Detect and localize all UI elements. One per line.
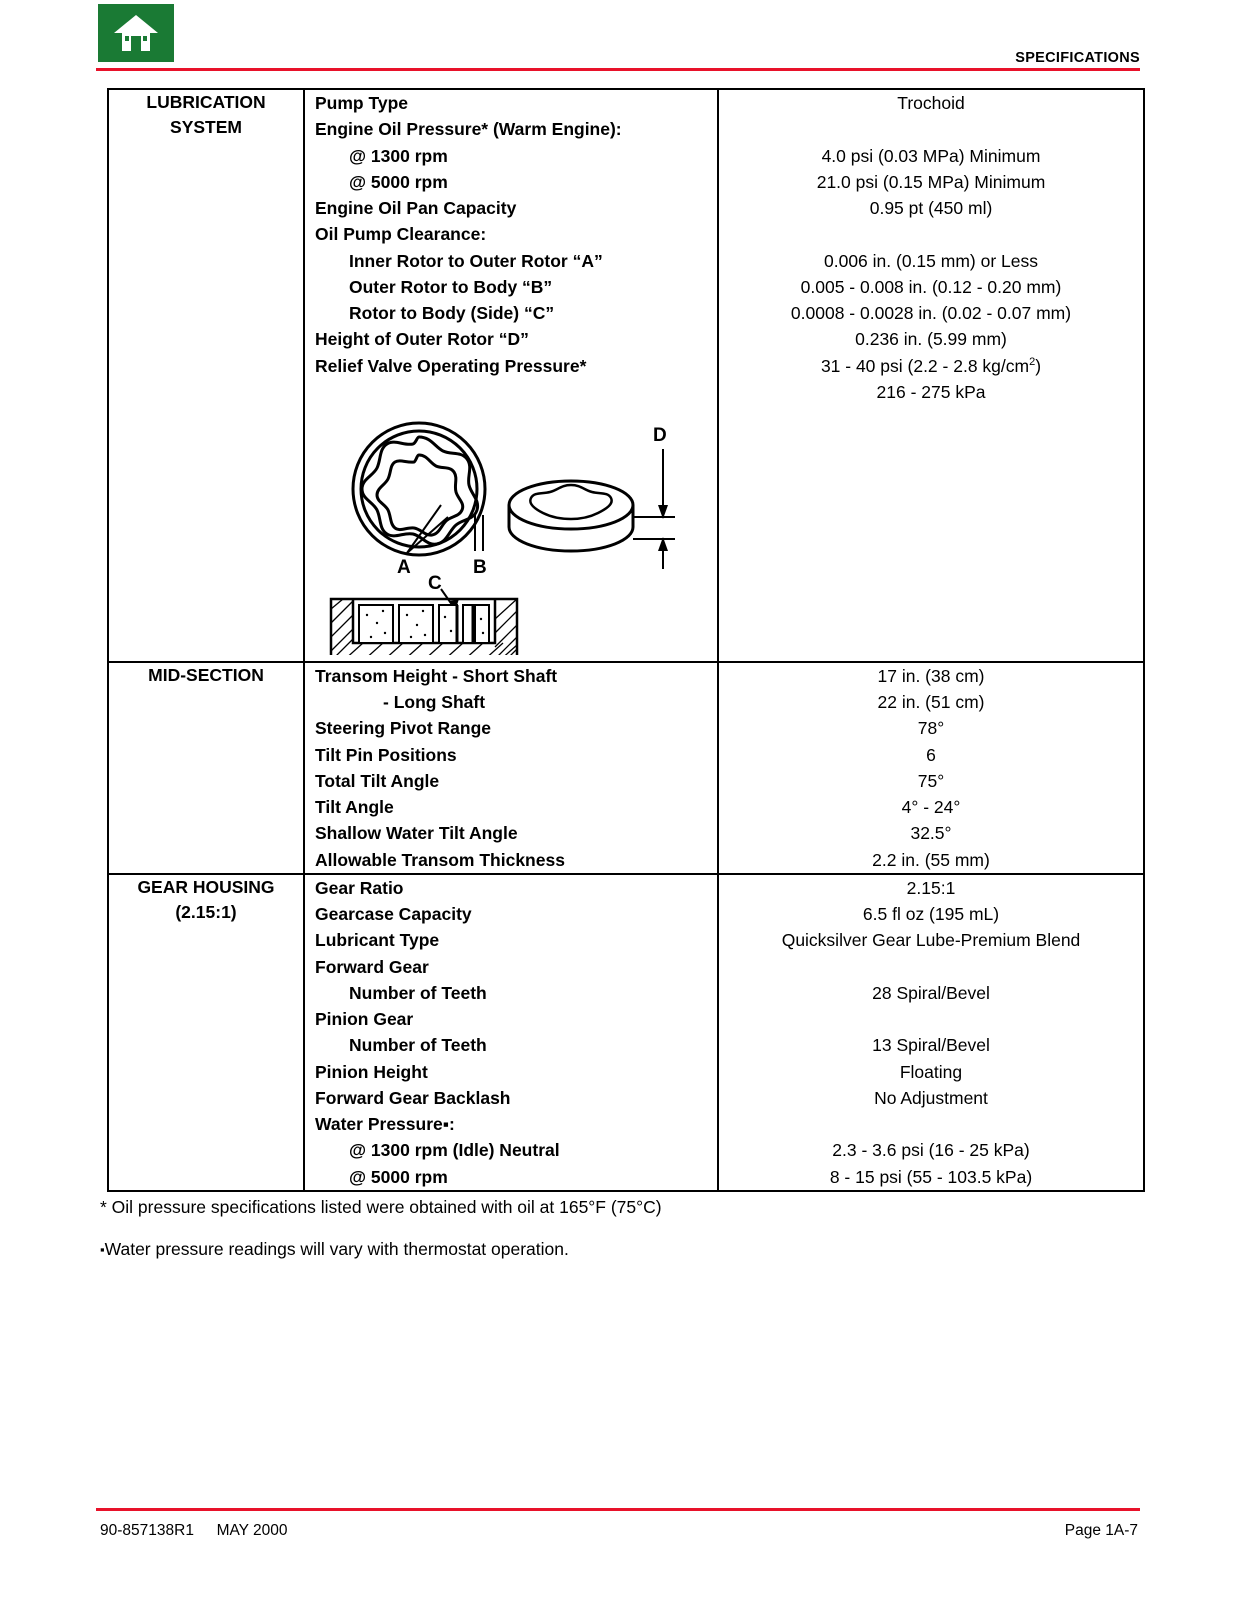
item-label: Forward Gear [315,956,429,977]
item-value: 6.5 fl oz (195 mL) [862,904,1000,924]
item-value: 28 Spiral/Bevel [872,982,990,1003]
item-value: 0.005 - 0.008 in. (0.12 - 0.20 mm) [800,276,1062,297]
category-label-line2: SYSTEM [170,117,242,138]
item-value: Trochoid [897,93,965,113]
item-list [305,90,717,379]
item-label: Allowable Transom Thickness [315,849,565,870]
table-row [108,874,1144,1191]
item-label: Relief Valve Operating Pressure* [315,355,587,376]
item-label: Engine Oil Pressure* (Warm Engine): [315,119,622,140]
item-value: 0.006 in. (0.15 mm) or Less [824,250,1038,271]
item-list [305,663,717,873]
item-label: Oil Pump Clearance: [315,224,487,245]
item-label: Inner Rotor to Outer Rotor “A” [349,250,603,271]
item-value: Quicksilver Gear Lube-Premium Blend [781,930,1081,951]
item-label: Engine Oil Pan Capacity [315,198,517,218]
page-number: Page 1A-7 [1064,1522,1138,1539]
footnote-marker-icon: ▪ [100,1242,105,1258]
item-value: 75° [917,770,945,791]
item-value: 0.236 in. (5.99 mm) [855,329,1007,350]
items-gear-housing [304,874,718,1191]
item-value-relief-pressure: 31 - 40 psi (2.2 - 2.8 $kg/cm^2$) [820,355,1042,376]
footer-divider [96,1508,1140,1511]
page-header [0,0,1236,72]
item-label: Steering Pivot Range [315,718,492,739]
item-value: 17 in. (38 cm) [877,665,985,686]
item-label: - Long Shaft [383,692,486,712]
item-value: 2.15:1 [906,877,956,898]
item-label: Rotor to Body (Side) “C” [349,303,555,323]
item-value: Floating [899,1061,963,1082]
item-label: Tilt Pin Positions [315,744,457,765]
item-label: Pinion Height [315,1061,428,1082]
item-value: 22 in. (51 cm) [877,692,985,712]
page-title: SPECIFICATIONS [1015,50,1140,66]
category-gear-housing [108,874,304,1191]
item-label: Pump Type [315,93,409,113]
table-row [108,662,1144,874]
svg-text:D: D [653,424,667,446]
item-label: Number of Teeth [349,982,487,1003]
values-lubrication-system [718,89,1144,662]
item-value: 2.3 - 3.6 psi (16 - 25 kPa) [832,1140,1030,1161]
page-footer [96,1508,1140,1548]
item-value: 2.2 in. (55 mm) [872,849,990,870]
category-label-line1: MID-SECTION [148,664,264,685]
svg-text:C: C [428,572,442,594]
specifications-table [107,88,1145,1192]
category-lubrication-system [108,89,304,662]
item-value: 0.95 pt (450 ml) [869,198,993,218]
footnotes [100,1194,1140,1279]
item-value: No Adjustment [874,1087,988,1108]
category-label-line1: LUBRICATION [146,92,266,112]
item-label: Transom Height - Short Shaft [315,665,558,686]
footer-document-info [100,1522,288,1540]
document-date: MAY 2000 [216,1522,288,1539]
svg-text:B: B [473,556,487,578]
oil-pump-rotor-diagram [305,393,717,661]
item-label: Forward Gear Backlash [315,1087,511,1108]
item-label: Gear Ratio [315,877,404,898]
value-list [719,663,1143,873]
values-mid-section [718,662,1144,874]
item-label: @ 1300 rpm [349,145,448,166]
footnote-oil-pressure: * Oil pressure specifications listed were obtained with oil at 165°F (75°C) [100,1197,662,1217]
item-label: Lubricant Type [315,930,440,951]
table-row [108,89,1144,662]
item-value: 8 - 15 psi (55 - 103.5 kPa) [829,1166,1033,1187]
footnote-water-pressure [100,1236,1140,1262]
document-number: 90-857138R1 [100,1522,194,1539]
item-label: @ 5000 rpm [349,1166,448,1187]
items-mid-section [304,662,718,874]
item-label: Gearcase Capacity [315,904,472,924]
values-gear-housing [718,874,1144,1191]
item-label: Height of Outer Rotor “D” [315,329,529,350]
item-value: 32.5° [910,823,952,844]
items-lubrication-system [304,89,718,662]
header-divider [96,68,1140,71]
item-value: 216 - 275 kPa [876,381,986,402]
footnote-water-pressure-text: Water pressure readings will vary with thermostat operation. [104,1239,569,1260]
item-value: 0.0008 - 0.0028 in. (0.02 - 0.07 mm) [790,303,1072,323]
item-list [305,875,717,1190]
item-value: 4° - 24° [901,797,961,817]
item-label: Outer Rotor to Body “B” [349,276,553,297]
category-mid-section [108,662,304,874]
value-list [719,875,1143,1190]
item-value: 4.0 psi (0.03 MPa) Minimum [821,145,1041,166]
item-label: @ 1300 rpm (Idle) Neutral [349,1140,560,1161]
category-label-line2: (2.15:1) [175,902,237,923]
item-label: Shallow Water Tilt Angle [315,823,518,844]
item-label: Pinion Gear [315,1009,414,1029]
svg-text:A: A [397,556,411,578]
item-label: Tilt Angle [315,797,394,817]
item-value: 78° [917,718,945,739]
item-value: 21.0 psi (0.15 MPa) Minimum [816,171,1046,192]
home-icon[interactable] [98,4,174,62]
item-label: @ 5000 rpm [349,171,448,192]
item-label: Water Pressure▪: [315,1114,455,1134]
category-label-line1: GEAR HOUSING [137,876,275,897]
item-label: Number of Teeth [349,1035,487,1056]
value-list [719,90,1143,405]
item-value: 6 [926,744,936,765]
item-value: 13 Spiral/Bevel [872,1035,990,1056]
item-label: Total Tilt Angle [315,770,440,791]
